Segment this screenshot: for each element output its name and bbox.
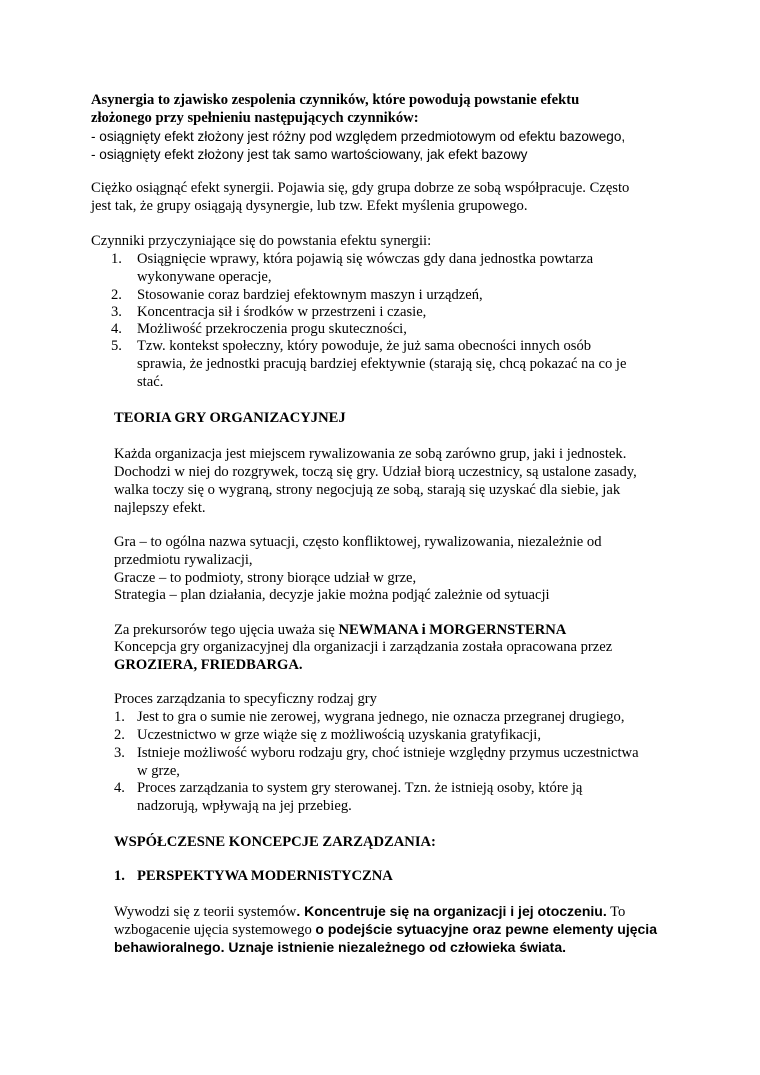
perspective-number: 1. bbox=[114, 868, 125, 884]
factor-number: 5. bbox=[111, 338, 122, 354]
factors-intro: Czynniki przyczyniające się do powstania efektu synergii: bbox=[91, 233, 432, 249]
definition-line: Gra – to ogólna nazwa sytuacji, często konfliktowej, rywalizowania, niezależnie od bbox=[114, 534, 602, 550]
factor-text: wykonywane operacje, bbox=[137, 269, 272, 285]
factor-text: Tzw. kontekst społeczny, który powoduje, że już sama obecności innych osób bbox=[137, 338, 592, 354]
factor-number: 2. bbox=[111, 287, 122, 303]
definition-line: przedmiotu rywalizacji, bbox=[114, 552, 253, 568]
factor-number: 1. bbox=[111, 251, 122, 267]
modern-para-line-3: behawioralnego. Uznaje istnienie niezależnego od człowieka świata. bbox=[114, 939, 567, 955]
mg-text: nadzorują, wpływają na jej przebieg. bbox=[137, 798, 352, 814]
mg-text: w grze, bbox=[137, 763, 180, 779]
intro-heading-line-2: złożonego przy spełnieniu następujących czynników: bbox=[91, 110, 419, 126]
definition-line: Strategia – plan działania, decyzje jakie można podjąć zależnie od sytuacji bbox=[114, 587, 550, 603]
mg-number: 2. bbox=[114, 727, 125, 743]
game-theory-para-line: Każda organizacja jest miejscem rywalizowania ze sobą zarówno grup, jaki i jednostek. bbox=[114, 446, 627, 462]
factor-text: Koncentracja sił i środków w przestrzeni i czasie, bbox=[137, 304, 427, 320]
factor-number: 4. bbox=[111, 321, 122, 337]
factor-number: 3. bbox=[111, 304, 122, 320]
factor-text: Stosowanie coraz bardziej efektownym maszyn i urządzeń, bbox=[137, 287, 483, 303]
concept-authors: GROZIERA, FRIEDBARGA. bbox=[114, 657, 303, 673]
mg-number: 1. bbox=[114, 709, 125, 725]
modern-para-line-2 bbox=[114, 921, 657, 939]
mg-number: 3. bbox=[114, 745, 125, 761]
precursors-line bbox=[114, 622, 566, 639]
factor-text: Możliwość przekroczenia progu skuteczności, bbox=[137, 321, 407, 337]
modern-l1-c: To bbox=[606, 904, 626, 920]
game-theory-para-line: najlepszy efekt. bbox=[114, 500, 206, 516]
intro-heading-line-1: Asynergia to zjawisko zespolenia czynników, które powodują powstanie efektu bbox=[91, 92, 580, 108]
modern-l2-a: wzbogacenie ujęcia systemowego bbox=[114, 922, 316, 938]
factor-text: sprawia, że jednostki pracują bardziej efektywnie (starają się, chcą pokazać na co je bbox=[137, 356, 627, 372]
concept-line: Koncepcja gry organizacyjnej dla organizacji i zarządzania została opracowana przez bbox=[114, 639, 613, 655]
intro-condition-2: - osiągnięty efekt złożony jest tak samo wartościowany, jak efekt bazowy bbox=[91, 147, 528, 162]
modern-concepts-title: WSPÓŁCZESNE KONCEPCJE ZARZĄDZANIA: bbox=[114, 834, 436, 850]
perspective-title: PERSPEKTYWA MODERNISTYCZNA bbox=[137, 868, 393, 884]
factor-text: Osiągnięcie wprawy, która pojawią się wówczas gdy dana jednostka powtarza bbox=[137, 251, 594, 267]
mg-text: Uczestnictwo w grze wiąże się z możliwością uzyskania gratyfikacji, bbox=[137, 727, 542, 743]
factor-text: stać. bbox=[137, 374, 164, 390]
mg-text: Proces zarządzania to system gry sterowanej. Tzn. że istnieją osoby, które ją bbox=[137, 780, 583, 796]
management-game-intro: Proces zarządzania to specyficzny rodzaj gry bbox=[114, 691, 377, 707]
modern-l2-b: o podejście sytuacyjne oraz pewne elementy ujęcia bbox=[315, 921, 657, 937]
synergy-para-line-1: Ciężko osiągnąć efekt synergii. Pojawia się, gdy grupa dobrze ze sobą współpracuje. Często bbox=[91, 180, 630, 196]
game-theory-para-line: walka toczy się o wygraną, strony negocjują ze sobą, starają się uzyskać dla siebie, jak bbox=[114, 482, 621, 498]
definition-line: Gracze – to podmioty, strony biorące udział w grze, bbox=[114, 570, 417, 586]
game-theory-title: TEORIA GRY ORGANIZACYJNEJ bbox=[114, 410, 346, 426]
modern-para-line-1 bbox=[114, 903, 625, 921]
synergy-para-line-2: jest tak, że grupy osiągają dysynergie, lub tzw. Efekt myślenia grupowego. bbox=[91, 198, 528, 214]
modern-l1-a: Wywodzi się z teorii systemów bbox=[114, 904, 297, 920]
precursors-prefix: Za prekursorów tego ujęcia uważa się bbox=[114, 622, 339, 638]
modern-l1-b: . Koncentruje się na organizacji i jej otoczeniu. bbox=[296, 903, 607, 919]
mg-number: 4. bbox=[114, 780, 125, 796]
intro-condition-1: - osiągnięty efekt złożony jest różny pod względem przedmiotowym od efektu bazowego, bbox=[91, 129, 626, 144]
mg-text: Jest to gra o sumie nie zerowej, wygrana jednego, nie oznacza przegranej drugiego, bbox=[137, 709, 625, 725]
mg-text: Istnieje możliwość wyboru rodzaju gry, choć istnieje względny przymus uczestnictwa bbox=[137, 745, 639, 761]
game-theory-para-line: Dochodzi w niej do rozgrywek, toczą się gry. Udział biorą uczestnicy, są ustalone zasady, bbox=[114, 464, 637, 480]
precursors-names: NEWMANA i MORGERNSTERNA bbox=[338, 622, 567, 638]
